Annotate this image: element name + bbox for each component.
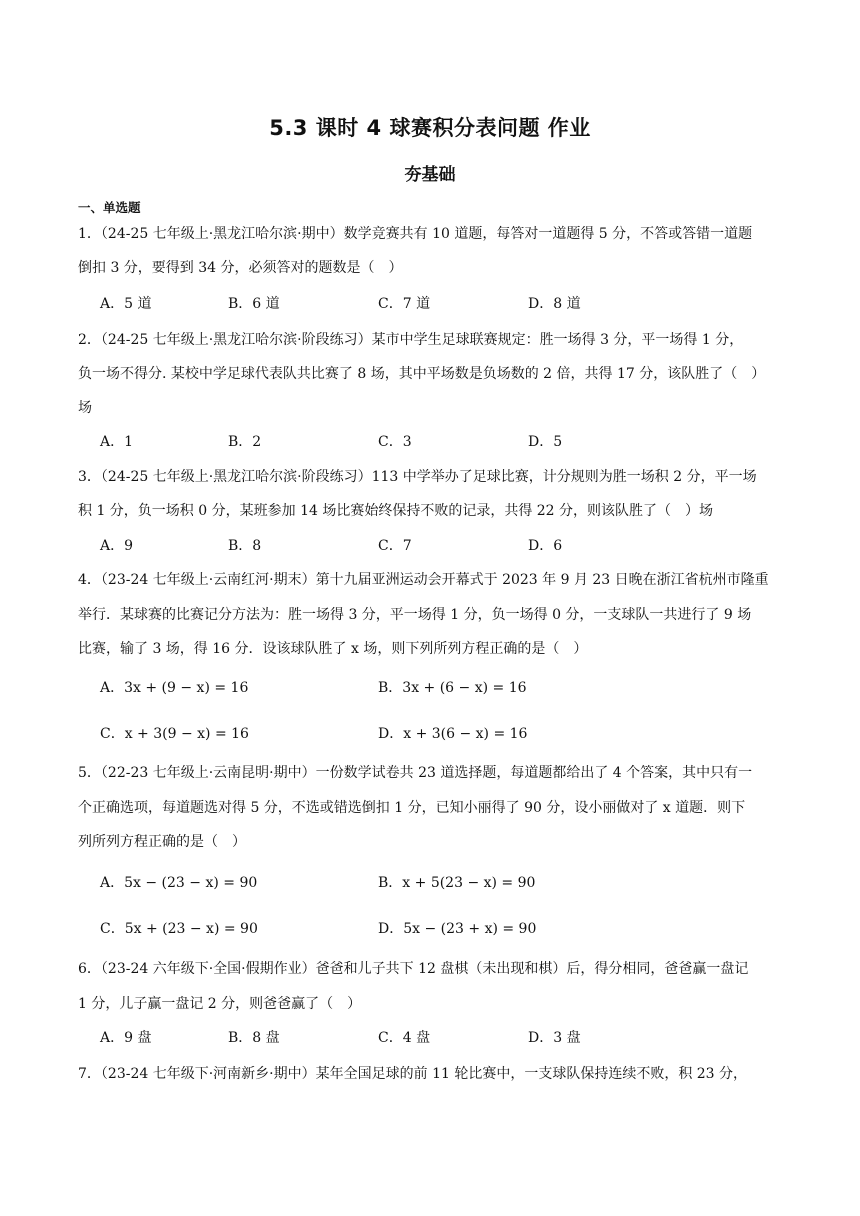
page-title: 5.3 课时 4 球赛积分表问题 作业 — [269, 116, 591, 140]
q2-option-d: D．5 — [528, 434, 563, 450]
q7-line-1: 7．（23-24 七年级下·河南新乡·期中）某年全国足球的前 11 轮比赛中，一支球队保持连续不败，积 23 分， — [78, 1066, 748, 1082]
q2-line-3: 场 — [78, 400, 92, 416]
q5-option-a: A．5x − (23 − x) = 90 — [100, 875, 258, 891]
q3-line-1: 3．（24-25 七年级上·黑龙江哈尔滨·阶段练习）113 中学举办了足球比赛，计分规则为胜一场积 2 分，平一场 — [78, 469, 757, 485]
q5-line-3: 列所列方程正确的是（ ） — [78, 834, 246, 850]
q4-line-2: 举行．某球赛的比赛记分方法为：胜一场得 3 分，平一场得 1 分，负一场得 0 分，一支球队一共进行了 9 场 — [78, 607, 752, 623]
q2-line-1: 2．（24-25 七年级上·黑龙江哈尔滨·阶段练习）某市中学生足球联赛规定：胜一场得 3 分，平一场得 1 分， — [78, 332, 744, 348]
q5-option-b: B．x + 5(23 − x) = 90 — [378, 875, 536, 891]
q1-option-b: B．6 道 — [228, 296, 280, 312]
q2-option-a: A．1 — [100, 434, 134, 450]
q6-option-c: C．4 盘 — [378, 1030, 431, 1046]
q1-option-d: D．8 道 — [528, 296, 581, 312]
q5-option-d: D．5x − (23 + x) = 90 — [378, 921, 537, 937]
q3-option-a: A．9 — [100, 538, 134, 554]
q4-option-c: C．x + 3(9 − x) = 16 — [100, 726, 249, 742]
q4-option-a: A．3x + (9 − x) = 16 — [100, 680, 249, 696]
q6-option-d: D．3 盘 — [528, 1030, 581, 1046]
q2-option-b: B．2 — [228, 434, 262, 450]
q2-option-c: C．3 — [378, 434, 412, 450]
q2-line-2: 负一场不得分. 某校中学足球代表队共比赛了 8 场，其中平场数是负场数的 2 倍，共得 17 分，该队胜了（ ） — [78, 366, 766, 382]
q6-line-2: 1 分，儿子赢一盘记 2 分，则爸爸赢了（ ） — [78, 996, 362, 1012]
q4-option-d: D．x + 3(6 − x) = 16 — [378, 726, 528, 742]
q6-line-1: 6．（23-24 六年级下·全国·假期作业）爸爸和儿子共下 12 盘棋（未出现和棋）后，得分相同，爸爸赢一盘记 — [78, 961, 749, 977]
q1-line-2: 倒扣 3 分，要得到 34 分，必须答对的题数是（ ） — [78, 260, 403, 276]
q1-option-c: C．7 道 — [378, 296, 431, 312]
q5-option-c: C．5x + (23 − x) = 90 — [100, 921, 258, 937]
q1-line-1: 1．（24-25 七年级上·黑龙江哈尔滨·期中）数学竞赛共有 10 道题，每答对一道题得 5 分，不答或答错一道题 — [78, 226, 753, 242]
q4-option-b: B．3x + (6 − x) = 16 — [378, 680, 527, 696]
q6-option-b: B．8 盘 — [228, 1030, 280, 1046]
q1-option-a: A．5 道 — [100, 296, 152, 312]
q5-line-2: 个正确选项，每道题选对得 5 分，不选或错选倒扣 1 分，已知小丽得了 90 分，设小丽做对了 x 道题．则下 — [78, 800, 746, 816]
section-heading: 一、单选题 — [78, 200, 141, 215]
q4-line-3: 比赛，输了 3 场，得 16 分．设该球队胜了 x 场，则下列所列方程正确的是（ ） — [78, 641, 588, 657]
q6-option-a: A．9 盘 — [100, 1030, 152, 1046]
q3-option-b: B．8 — [228, 538, 262, 554]
q3-line-2: 积 1 分，负一场积 0 分，某班参加 14 场比赛始终保持不败的记录，共得 22 分，则该队胜了（ ）场 — [78, 503, 714, 519]
q3-option-c: C．7 — [378, 538, 412, 554]
q4-line-1: 4．（23-24 七年级上·云南红河·期末）第十九届亚洲运动会开幕式于 2023 年 9 月 23 日晚在浙江省杭州市隆重 — [78, 572, 769, 588]
page-subtitle: 夯基础 — [404, 165, 456, 185]
q5-line-1: 5．（22-23 七年级上·云南昆明·期中）一份数学试卷共 23 道选择题，每道题都给出了 4 个答案，其中只有一 — [78, 765, 753, 781]
q3-option-d: D．6 — [528, 538, 563, 554]
